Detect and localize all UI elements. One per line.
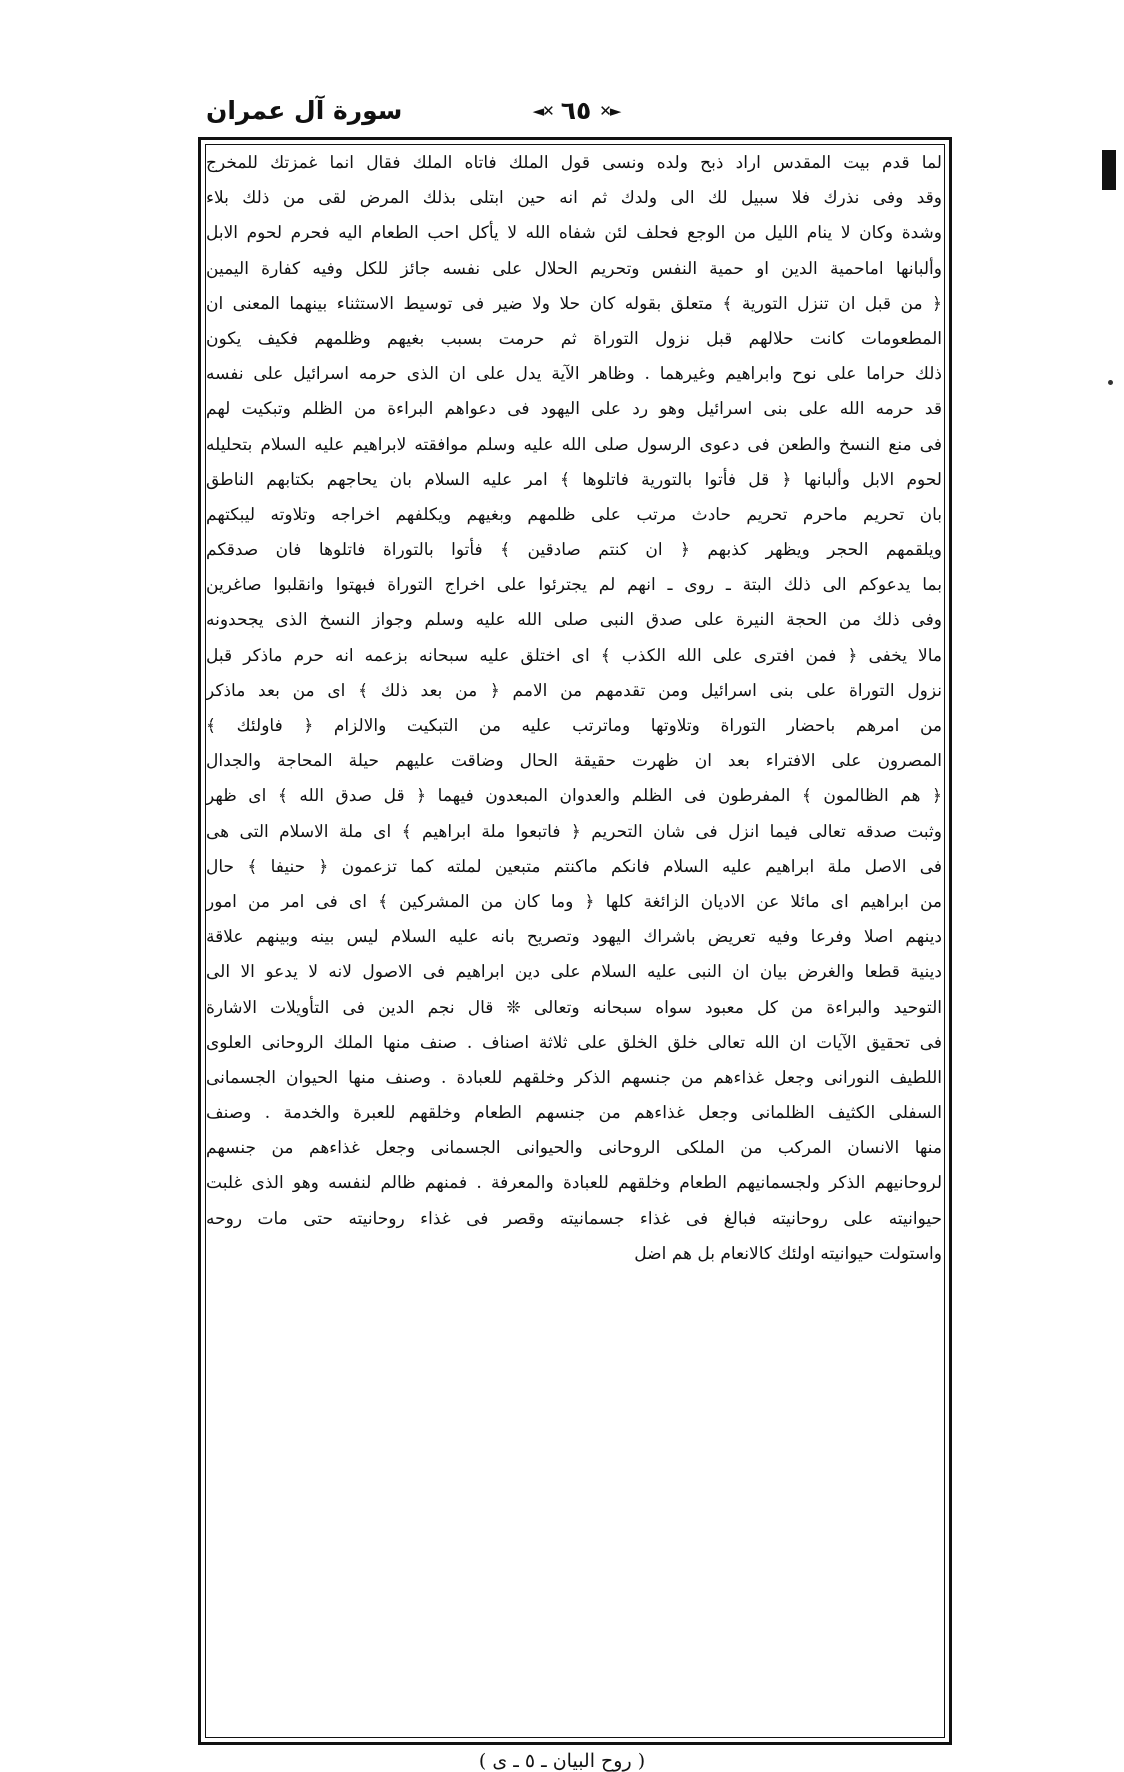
text-line: المطعومات كانت حلالهم قبل نزول التوراة ثم حرمت بسبب بغيهم وظلمهم فكيف يكون [206,328,942,349]
text-line: دينهم اصلا وفرعا وفيه تعريض باشراك اليهود وتصريح بانه عليه السلام ليس بينه وبينهم علاقة [206,927,942,948]
text-line: نزول التوراة على بنى اسرائيل ومن تقدمهم من الامم ﴿ من بعد ذلك ﴾ اى من بعد ماذكر [206,680,942,701]
body-text [206,146,942,1272]
ornament-right-icon: ✕► [599,101,620,120]
text-line-last: واستولت حيوانيته اولئك كالانعام بل هم اضل [634,1243,942,1264]
text-line: لحوم الابل وألبانها ﴿ قل فأتوا بالتورية فاتلوها ﴾ امر عليه السلام بان يحاجهم بكتابهم الناطق [206,469,942,490]
margin-mark-icon [1102,150,1116,190]
page-header [200,96,952,130]
text-line: فى الاصل ملة ابراهيم عليه السلام فانكم ماكنتم متبعين لملته كما تزعمون ﴿ حنيفا ﴾ حال [206,856,942,877]
surah-title: سورة آل عمران [206,96,403,125]
text-line: من امرهم باحضار التوراة وتلاوتها وماترتب عليه من التبكيت والالزام ﴿ فاولئك ﴾ [206,716,942,736]
text-line: وثبت صدقه تعالى فيما انزل فى شان التحريم ﴿ فاتبعوا ملة ابراهيم ﴾ اى ملة الاسلام التى هى [206,821,942,842]
text-line: حيوانيته على روحانيته فبالغ فى غذاء جسمانيته وقصر فى غذاء روحانيته حتى مات روحه [206,1208,942,1229]
text-line: ﴿ هم الظالمون ﴾ المفرطون فى الظلم والعدوان المبعدون فيهما ﴿ قل صدق الله ﴾ اى ظهر [206,786,942,807]
ornament-left-icon: ◄✕ [532,101,553,120]
footer-signature: ( روح البيان ـ ٥ ـ ى ) [478,1750,646,1772]
text-line: التوحيد والبراءة من كل معبود سواه سبحانه وتعالى ❊ قال نجم الدين فى التأويلات الاشارة [206,997,942,1018]
text-line: من ابراهيم اى مائلا عن الاديان الزائغة كلها ﴿ وما كان من المشركين ﴾ اى فى امر من امور [206,891,942,912]
text-line: فى تحقيق الآيات ان الله تعالى خلق الخلق على ثلاثة اصناف . صنف منها الملك الروحانى العلوى [206,1032,942,1053]
text-line: منها الانسان المركب من الملكى الروحانى والحيوانى الجسمانى وجعل غذاءهم من جنسهم [206,1138,942,1159]
text-line: لروحانيهم الذكر ولجسمانيهم الطعام وخلقهم للعبادة والمعرفة . فمنهم ظالم لنفسه وهو الذى غلبت [206,1173,942,1194]
text-line: بان تحريم ماحرم تحريم حادث مرتب على ظلمهم وبغيهم ويكلفهم اخراجه وتلاوته ليبكتهم [206,504,942,525]
text-line: ذلك حراما على نوح وابراهيم وغيرهما . وظاهر الآية يدل على ان الذى حرمه اسرائيل على نفسه [206,364,942,385]
text-line: وفى ذلك من الحجة النيرة على صدق النبى صلى الله عليه وسلم وجواز النسخ الذى يجحدونه [206,610,942,631]
text-line: ﴿ من قبل ان تنزل التورية ﴾ متعلق بقوله كان حلا ولا ضير فى توسيط الاستثناء بينهما المعنى ان [206,293,942,314]
text-line: السفلى الكثيف الظلمانى وجعل غذاءهم من جنسهم الطعام وخلقهم للعبرة والخدمة . وصنف [206,1103,942,1124]
text-line: وألبانها اماحمية الدين او حمية النفس وتحريم الحلال على نفسه جائز للكل وفيه كفارة اليمين [206,258,942,279]
text-line: مالا يخفى ﴿ فمن افترى على الله الكذب ﴾ اى اختلق عليه سبحانه بزعمه انه حرم ماذكر قبل [206,645,942,666]
text-line: قد حرمه الله على بنى اسرائيل وهو رد على اليهود فى دعواهم البراءة من الظلم وتبكيت لهم [206,399,942,420]
text-line: وقد وفى نذرك فلا سبيل لك الى ولدك ثم انه حين ابتلى بذلك المرض لقى من ذلك بلاء [206,188,942,209]
text-line: بما يدعوكم الى ذلك البتة ـ روى ـ انهم لم يجترئوا على اخراج التوراة فبهتوا وانقلبوا صاغرين [206,575,942,596]
text-line: دينية قطعا والغرض بيان ان النبى عليه السلام على دين ابراهيم فى الاصول لانه لا يدعو الا الى [206,962,942,983]
margin-dot-icon [1108,380,1113,385]
text-line: وشدة وكان لا ينام الليل من الوجع فحلف لئن شفاه الله لا يأكل احب الطعام اليه فحرم لحوم الابل [206,223,942,244]
page-number: ٦٥ [560,96,592,125]
page-number-group [533,96,620,125]
text-line: اللطيف النورانى وجعل غذاءهم من جنسهم الذكر وخلقهم للعبادة . وصنف منها الحيوان الجسمانى [206,1067,942,1088]
text-line: فى منع النسخ والطعن فى دعوى الرسول صلى الله عليه وسلم موافقته لابراهيم عليه السلام بتحليله [206,434,942,455]
text-line: لما قدم بيت المقدس اراد ذبح ولده ونسى قول الملك فاتاه الملك فقال انما غمزتك للمخرج [206,153,942,173]
text-line: ويلقمهم الحجر ويظهر كذبهم ﴿ ان كنتم صادقين ﴾ فأتوا بالتوراة فاتلوها فان صدقكم [206,540,942,561]
text-line: المصرون على الافتراء بعد ان ظهرت حقيقة الحال وضاقت عليهم حيلة المحاجة والجدال [206,751,942,772]
